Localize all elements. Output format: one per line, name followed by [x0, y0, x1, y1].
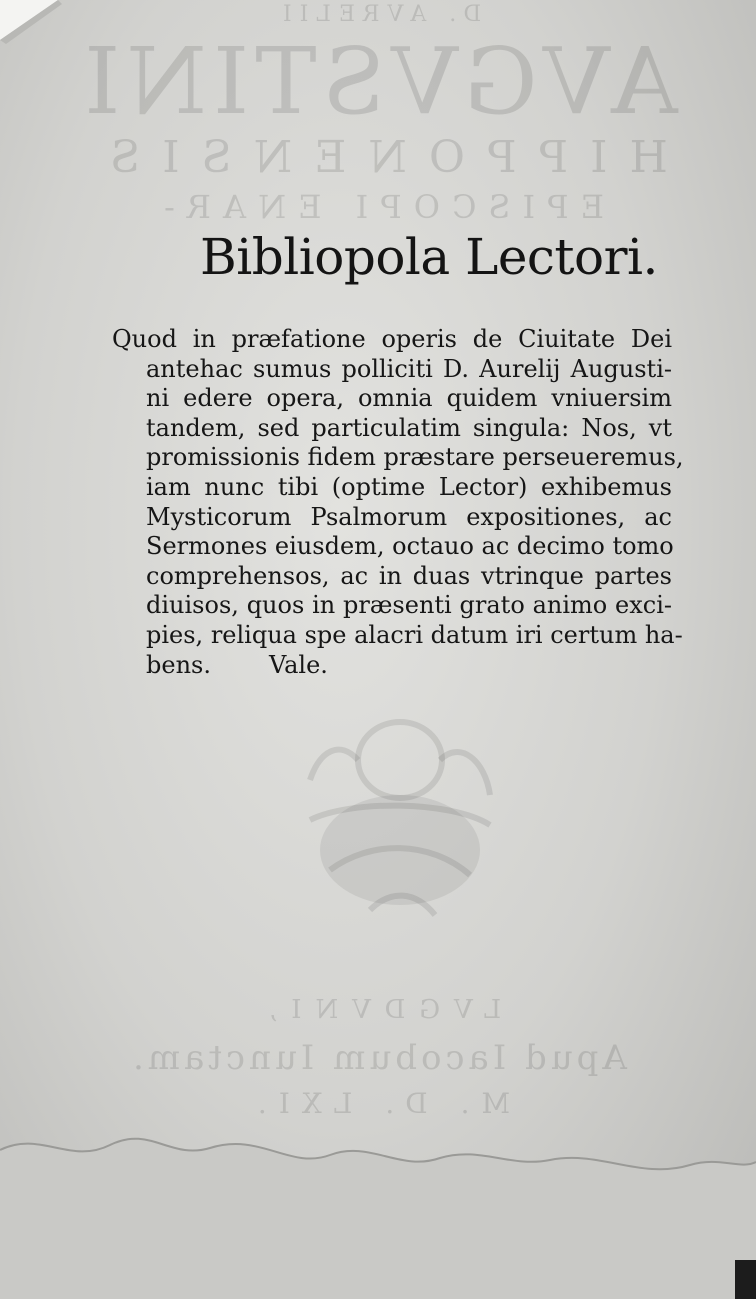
- text-line: iam nunc tibi (optime Lector) exhibemus: [146, 472, 672, 501]
- bleed-through-city: LVGDVNI,: [254, 995, 502, 1025]
- valediction: Vale.: [268, 650, 328, 679]
- text-line: pies, reliqua spe alacri datum iri certum ha-: [146, 620, 683, 649]
- bleed-through-printer: Apud Iacobum Iunctam.: [129, 1038, 627, 1078]
- text-line: Quod in præfatione operis de Ciuitate Dei: [112, 325, 672, 353]
- bleed-through-author: D. AVRELII: [274, 2, 482, 27]
- text-line: diuisos, quos in præsenti grato animo exci-: [146, 591, 672, 620]
- text-line: promissionis fidem præstare perseueremus,: [146, 443, 684, 472]
- text-line: antehac sumus polliciti D. Aurelij Augusti-: [146, 354, 672, 383]
- text-line: ni edere opera, omnia quidem vniuersim: [146, 384, 672, 413]
- bleed-through-year: M. D. LXI.: [245, 1087, 511, 1120]
- page-heading: Bibliopola Lectori.: [200, 228, 658, 286]
- bleed-through-name: AVGVSTINI: [78, 28, 678, 135]
- bleed-through-see: HIPPONENSIS: [88, 132, 668, 183]
- bleed-through-title: EPISCOPI ENAR-: [152, 188, 604, 226]
- closing-line: [112, 651, 672, 681]
- printer-device-bleed-through: [250, 700, 530, 960]
- damaged-lower-margin: [0, 1110, 756, 1299]
- text-line: Mysticorum Psalmorum expositiones, ac: [146, 502, 672, 531]
- text-line: Sermones eiusdem, octauo ac decimo tomo: [146, 532, 674, 561]
- address-to-reader: [112, 325, 684, 680]
- closing-word: bens.: [146, 650, 211, 679]
- text-line: tandem, sed particulatim singula: Nos, vt: [146, 413, 672, 442]
- text-line: comprehensos, ac in duas vtrinque partes: [146, 561, 672, 590]
